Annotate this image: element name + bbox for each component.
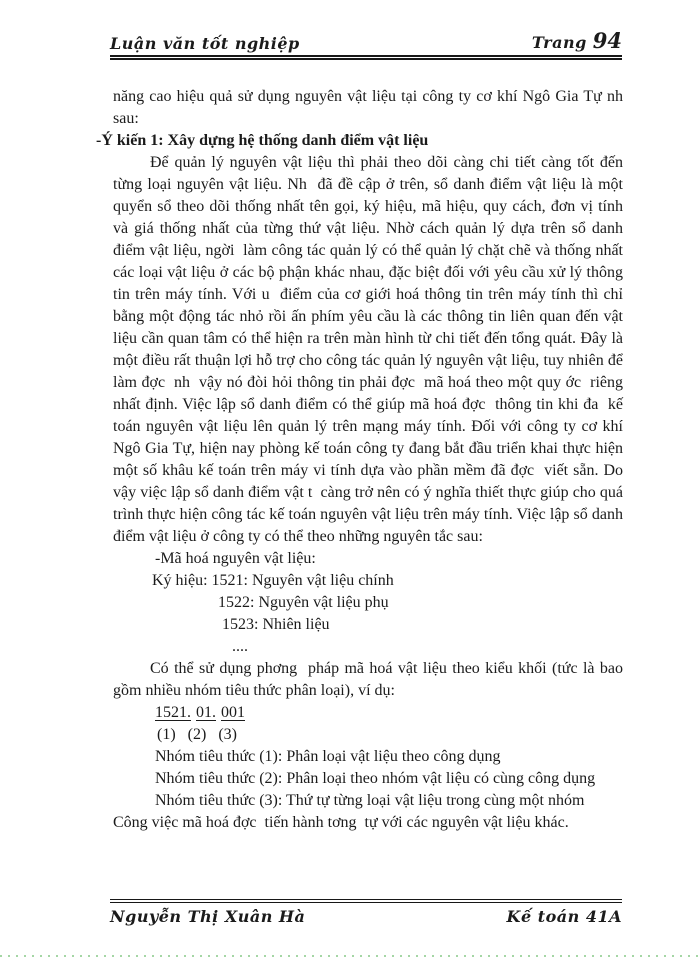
item-1522: 1522: Nguyên vật liệu phụ	[218, 594, 389, 611]
criteria-group-2: Nhóm tiêu thức (2): Phân loại theo nhóm vật liệu có cùng công dụng	[155, 770, 596, 787]
header-page-label: Trang	[531, 33, 587, 52]
ellipsis-line: ....	[232, 638, 248, 655]
code-part-3: 001	[221, 704, 245, 721]
method-paragraph: Có thể sử dụng phơng pháp mã hoá vật liệu theo kiểu khối (tức là bao gồm nhiều nhóm tiêu thức phân loại), ví dụ:	[113, 660, 623, 699]
code-part-1: 1521.	[155, 704, 191, 721]
item-1523: 1523: Nhiên liệu	[222, 616, 330, 633]
header-title: Luận văn tốt nghiệp	[110, 34, 300, 53]
intro-line: năng cao hiệu quả sử dụng nguyên vật liệu tại công ty cơ khí Ngô Gia Tự nh sau:	[113, 88, 623, 127]
code-part-2: 01.	[196, 704, 216, 721]
section-heading: -Ý kiến 1: Xây dựng hệ thống danh điểm vật liệu	[96, 132, 429, 149]
symbol-line-1521: Ký hiệu: 1521: Nguyên vật liệu chính	[152, 572, 394, 589]
header-page-number: 94	[592, 28, 622, 53]
header-row	[110, 30, 622, 60]
page-header	[110, 30, 622, 60]
footer-author-name: Nguyễn Thị Xuân Hà	[110, 907, 306, 926]
header-page-indicator	[532, 30, 622, 53]
closing-line: Công việc mã hoá đợc tiến hành tơng tự với các nguyên vật liệu khác.	[113, 814, 569, 831]
footer-class-name: Kế toán 41A	[506, 907, 622, 926]
example-code-line	[155, 702, 623, 724]
code-references-line: (1) (2) (3)	[157, 726, 237, 743]
page-break-marker	[0, 955, 700, 957]
criteria-group-1: Nhóm tiêu thức (1): Phân loại vật liệu theo công dụng	[155, 748, 501, 765]
criteria-group-3: Nhóm tiêu thức (3): Thứ tự từng loại vật liệu trong cùng một nhóm	[155, 792, 585, 809]
list-label: -Mã hoá nguyên vật liệu:	[155, 550, 316, 567]
page-footer	[110, 899, 622, 926]
document-body	[96, 86, 623, 834]
main-paragraph: Để quản lý nguyên vật liệu thì phải theo dõi càng chi tiết càng tốt đến từng loại nguyên vật liệu. Nh đã đề cập ở trên, sổ danh điểm vật liệu là một quyển sổ theo dõi thống nhất tên gọi, ký hiệu, mã hiệu, quy cách, đơn vị tính và giá thống nhất của từng thứ vật liệu. Nhờ cách quản lý dựa trên sổ danh điểm vật liệu, ngời làm công tác quản lý có thể quản lý chặt chẽ và thống nhất các loại vật liệu ở các bộ phận khác nhau, đặc biệt đối với yêu cầu xử lý thông tin trên máy tính. Với u điểm của cơ giới hoá thông tin trên máy tính thì chỉ bằng một động tác nhỏ rồi ấn phím yêu cầu là các thông tin liên quan đến vật liệu cần quan tâm có thể hiện ra trên màn hình từ chi tiết đến tổng quát. Đây là một điều rất thuận lợi hỗ trợ cho công tác quản lý nguyên vật liệu, tuy nhiên để làm đợc nh vậy nó đòi hỏi thông tin phải đợc mã hoá theo một quy ớc riêng nhất định. Việc lập sổ danh điểm có thể giúp mã hoá đợc thông tin khi đa kế toán nguyên vật liệu lên quản lý trên mạng máy tính. Đối với công ty cơ khí Ngô Gia Tự, hiện nay phòng kế toán công ty đang bắt đầu triển khai thực hiện một số khâu kế toán trên máy vi tính dựa vào phần mềm đã đợc viết sẵn. Do vậy việc lập sổ danh điểm vật t càng trở nên có ý nghĩa thiết thực giúp cho quá trình thực hiện công tác kế toán nguyên vật liệu trên máy tính. Việc lập sổ danh điểm vật liệu ở công ty có thể theo những nguyên tắc sau:	[113, 154, 623, 545]
